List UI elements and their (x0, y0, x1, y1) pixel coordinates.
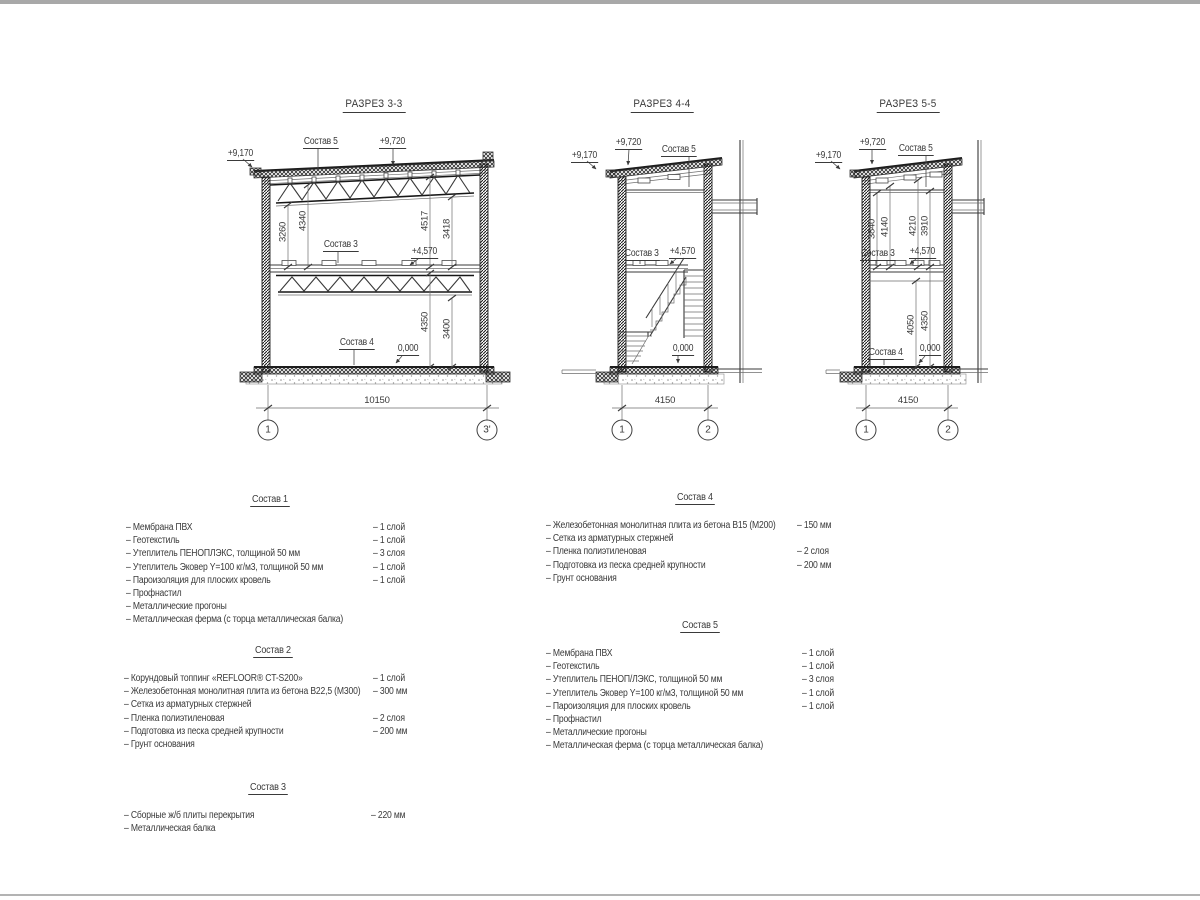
spec-title: Состав 5 (682, 620, 718, 631)
dim-label-width: 10150 (364, 395, 390, 406)
section-3-3-linework (240, 149, 510, 420)
dim-label: 4210 (907, 216, 919, 236)
spec-row: – Геотекстиль – 1 слой (546, 661, 834, 673)
section-title: РАЗРЕЗ 3-3 (343, 99, 406, 113)
spec-row: – Корундовый топпинг «REFLOOR® CT-S200» – 1 слой (124, 673, 405, 684)
callout-roof-composition: Состав 5 (661, 144, 696, 155)
spec-block-sostav-5 (540, 620, 860, 754)
spec-row: – Железобетонная монолитная плита из бетона В15 (М200) – 150 мм (546, 520, 832, 531)
level-label-zero: 0,000 (919, 343, 941, 354)
spec-title: Состав 3 (250, 782, 286, 793)
dim-label: 4350 (419, 312, 431, 332)
dim-label-width: 4150 (654, 395, 676, 406)
dim-label: 4140 (879, 217, 891, 237)
section-5-5-linework (826, 137, 988, 420)
spec-row: – Грунт основания (124, 738, 195, 750)
spec-block-sostav-2 (118, 645, 428, 752)
spec-block-sostav-3 (118, 782, 418, 836)
level-label-eave: +9,170 (227, 148, 254, 159)
spec-block-sostav-1 (120, 494, 420, 628)
spec-title: Состав 2 (255, 645, 291, 656)
spec-row: – Подготовка из песка средней крупности – 200 мм (546, 559, 832, 571)
axis-bubble: 2 (938, 420, 959, 441)
spec-row: – Сборные ж/б плиты перекрытия – 220 мм (124, 810, 406, 821)
level-label-mid: +4,570 (669, 246, 696, 257)
spec-row: – Пленка полиэтиленовая – 2 слоя (546, 546, 829, 558)
spec-row: – Геотекстиль – 1 слой (126, 535, 405, 547)
spec-row: – Сетка из арматурных стержней (546, 533, 674, 545)
spec-row: – Подготовка из песка средней крупности – 200 мм (124, 725, 408, 737)
spec-row: – Утеплитель Эковер Y=100 кг/м3, толщиной 50 мм – 1 слой (126, 561, 405, 573)
callout-roof-composition: Состав 5 (898, 143, 933, 154)
spec-row: – Утеплитель ПЕНОПЛЭКС, толщиной 50 мм – 3 слоя (126, 548, 405, 560)
dim-label: 4350 (919, 311, 931, 331)
spec-row: – Металлическая ферма (с торца металлическая балка) (126, 614, 344, 626)
spec-row: – Мембрана ПВХ – 1 слой (546, 648, 834, 659)
dim-label: 3260 (277, 222, 289, 242)
callout-mid-composition: Состав 3 (323, 239, 358, 250)
callout-roof-composition: Состав 5 (303, 136, 338, 147)
axis-bubble: 1 (856, 420, 877, 441)
callout-mid-composition: Состав 3 (860, 248, 895, 259)
callout-floor-composition: Состав 4 (339, 337, 374, 348)
spec-row: – Железобетонная монолитная плита из бетона В22,5 (М300) – 300 мм (124, 686, 408, 698)
level-label-eave: +9,170 (815, 150, 842, 161)
spec-row: – Профнастил (126, 587, 182, 599)
level-label-roof: +9,720 (859, 137, 886, 148)
spec-row: – Пленка полиэтиленовая – 2 слоя (124, 712, 405, 724)
spec-title: Состав 4 (677, 492, 713, 503)
spec-row: – Сетка из арматурных стержней (124, 699, 252, 711)
spec-block-sostav-4 (540, 492, 850, 586)
level-label-eave: +9,170 (571, 150, 598, 161)
dim-label: 4517 (419, 211, 431, 231)
level-label-zero: 0,000 (672, 343, 694, 354)
callout-mid-composition: Состав 3 (624, 248, 659, 259)
section-4-4-linework (562, 137, 762, 420)
spec-row: – Профнастил (546, 713, 602, 725)
spec-row: – Грунт основания (546, 572, 617, 584)
axis-bubble: 3' (477, 420, 498, 441)
axis-bubble: 1 (612, 420, 633, 441)
section-title: РАЗРЕЗ 4-4 (631, 99, 694, 113)
level-label-zero: 0,000 (397, 343, 419, 354)
spec-row: – Мембрана ПВХ – 1 слой (126, 522, 405, 533)
level-label-mid: +4,570 (909, 246, 936, 257)
level-label-mid: +4,570 (411, 246, 438, 257)
spec-row: – Утеплитель ПЕНОП/ЛЭКС, толщиной 50 мм – 3 слоя (546, 674, 834, 686)
dim-label: 3418 (441, 219, 453, 239)
dim-label: 3840 (866, 219, 878, 239)
spec-row: – Металлические прогоны (546, 727, 647, 739)
dim-label: 3910 (919, 216, 931, 236)
axis-bubble: 1 (258, 420, 279, 441)
spec-row: – Утеплитель Эковер Y=100 кг/м3, толщиной 50 мм – 1 слой (546, 687, 834, 699)
spec-row: – Металлические прогоны (126, 601, 227, 613)
level-label-roof: +9,720 (615, 137, 642, 148)
axis-bubble: 2 (698, 420, 719, 441)
viewport-bottom-edge (0, 894, 1200, 896)
level-label-roof: +9,720 (379, 136, 406, 147)
callout-floor-composition: Состав 4 (868, 347, 903, 358)
spec-row: – Металлическая ферма (с торца металлическая балка) (546, 740, 764, 752)
section-title: РАЗРЕЗ 5-5 (877, 99, 940, 113)
dim-label-width: 4150 (897, 395, 919, 406)
dim-label: 3400 (441, 319, 453, 339)
spec-row: – Металлическая балка (124, 823, 216, 835)
spec-title: Состав 1 (252, 494, 288, 505)
spec-row: – Пароизоляция для плоских кровель – 1 слой (126, 574, 405, 586)
spec-row: – Пароизоляция для плоских кровель – 1 слой (546, 700, 834, 712)
dim-label: 4340 (297, 211, 309, 231)
dim-label: 4050 (905, 315, 917, 335)
